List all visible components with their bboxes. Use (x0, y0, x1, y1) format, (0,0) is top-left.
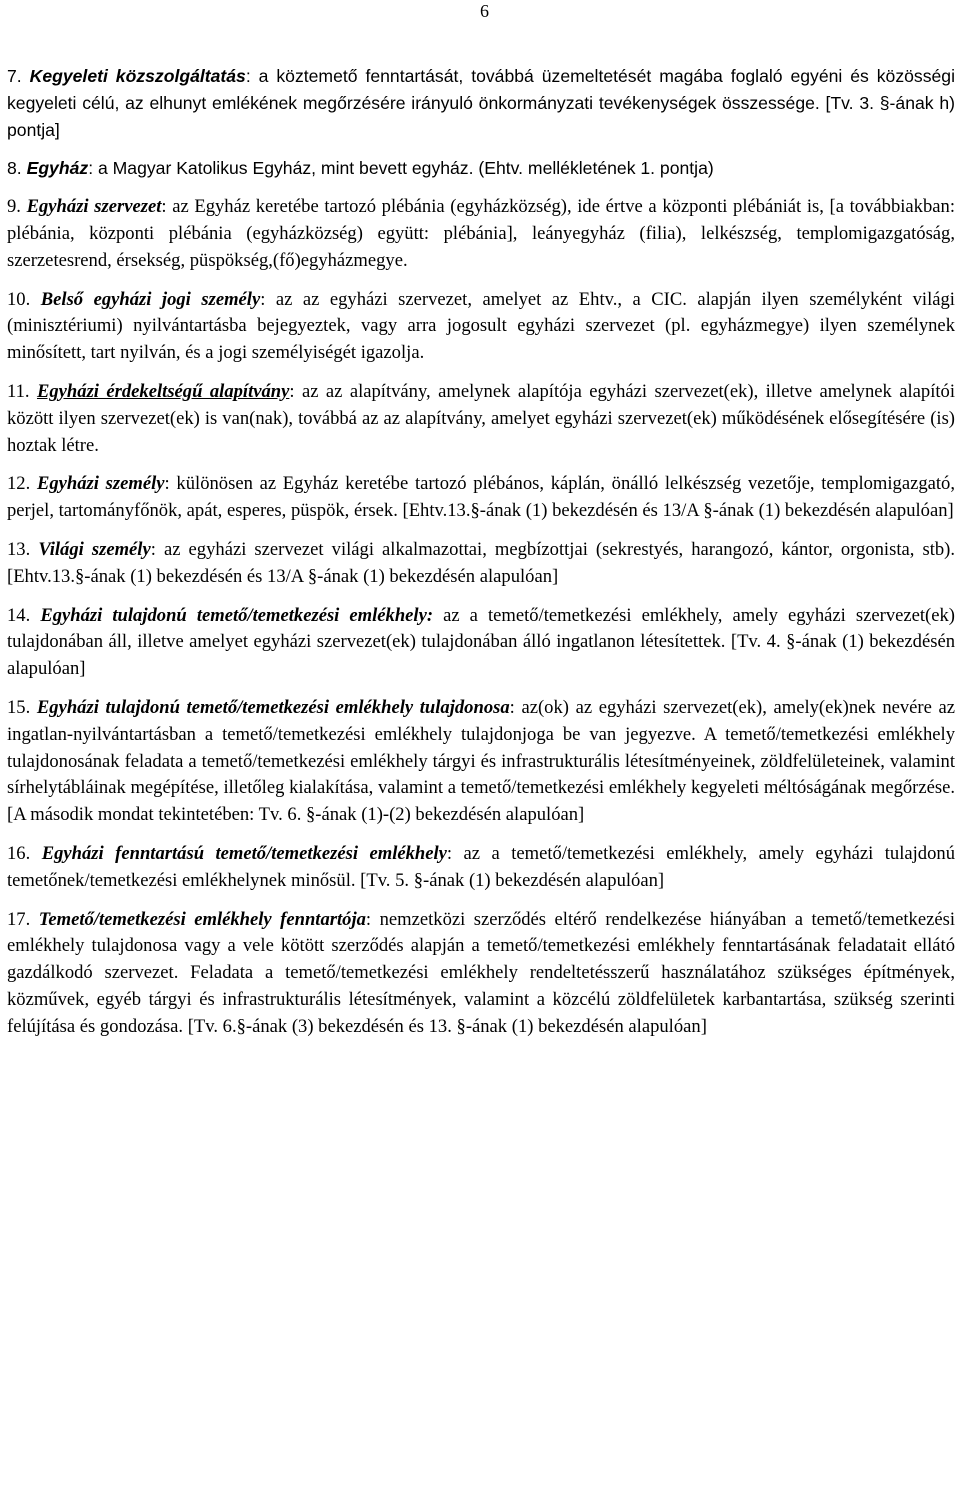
definition-12 (7, 471, 955, 525)
definition-text: az a temető/temetkezési emlékhely, amely egyházi szervezet(ek) tulajdonában áll, illetve amelyet egyházi szervezet(ek) tulajdonában álló ingatlanon létesítettek. [Tv. 4. §-ának (1) bekezdésén alapulóan] (7, 604, 955, 680)
definition-term: Egyházi tulajdonú temető/temetkezési emlékhely tulajdonosa (36, 696, 510, 718)
definition-text: az(ok) az egyházi szervezet(ek), amely(ek)nek nevére az ingatlan-nyilvántartásban a temető/temetkezési emlékhely tulajdonjoga be van jegyezve. A temető/temetkezési emlékhely tulajdonosának feladata a temető/temetkezési emlékhely tárgyi és infrastrukturális létesítményeinek, zöldfelületeinek, valamint sírhelytábláinak megépítése, illetőleg kialakítása, valamint a temető/temetkezési emlékhely kegyeleti méltóságának megőrzése. [A második mondat tekintetében: Tv. 6. §-ának (1)-(2) bekezdésén alapulóan] (7, 696, 956, 826)
definition-text: nemzetközi szerződés eltérő rendelkezése hiányában a temető/temetkezési emlékhely tulajdonosa vagy a vele kötött szerződés alapján a temető/temetkezési emlékhely fenntartásának feladatait ellátó gazdálkodó szervezet. Feladata a temető/temetkezési emlékhely rendeltetésszerű használatához szükséges építmények, közművek, egyéb tárgyi és infrastrukturális létesítmények, valamint a közcélú zöldfelületek karbantartása, szükség szerinti felújítása és gondozása. [Tv. 6.§-ának (3) bekezdésén és 13. §-ának (1) bekezdésén alapulóan] (7, 908, 956, 1037)
definition-term: Világi személy (38, 538, 151, 560)
definition-7 (7, 63, 955, 143)
definition-term: Egyházi érdekeltségű alapítvány (36, 380, 290, 402)
definition-number: 11. (7, 380, 30, 402)
definition-number: 9. (7, 196, 21, 218)
definition-term: Kegyeleti közszolgáltatás (29, 66, 246, 86)
definition-colon: : (289, 380, 295, 402)
definition-term: Belső egyházi jogi személy (40, 288, 261, 310)
definition-number: 14. (7, 604, 31, 626)
definition-9 (7, 194, 955, 274)
definition-text: az Egyház keretébe tartozó plébánia (egyházközség), ide értve a központi plébániát is, [a továbbiakban: plébánia, központi plébánia (egyházközség) együtt: plébánia], leányegyház (filia), lelkészség, templomigazgatóság, szerzetesrend, érsekség, püspökség,(fő)egyházmegye. (7, 196, 955, 271)
definition-11 (7, 379, 955, 459)
definition-term: Egyházi fenntartású temető/temetkezési emlékhely (41, 842, 447, 864)
definition-15 (7, 695, 955, 829)
definition-colon: : (446, 842, 453, 864)
definition-number: 13. (7, 538, 31, 560)
definition-number: 17. (7, 908, 31, 930)
definition-number: 12. (7, 473, 31, 495)
definition-number: 8. (7, 158, 22, 179)
definition-text: a Magyar Katolikus Egyház, mint bevett egyház. (Ehtv. mellékletének 1. pontja) (93, 158, 714, 179)
definition-text: az az egyházi szervezet, amelyet az Ehtv., a CIC. alapján ilyen személyként világi (minisztériumi) nyilvántartásba bejegyeztek, vagy arra jogosult egyházi szervezet (pl. egyházmegye) ilyen személynek minősített, tart nyilván, és a jogi személyiségét igazolja. (7, 288, 955, 364)
definition-10 (7, 287, 955, 367)
definition-number: 7. (7, 66, 22, 86)
definition-colon: : (260, 288, 266, 310)
definition-text: az a temető/temetkezési emlékhely, amely egyházi tulajdonú temetőnek/temetkezési emlékhelynek minősül. [Tv. 5. §-ának (1) bekezdésén alapulóan] (7, 842, 955, 891)
definition-term: Egyházi személy (36, 473, 165, 495)
definitions-list (7, 63, 955, 1053)
definition-term: Egyházi szervezet (26, 196, 162, 218)
definition-13 (7, 537, 955, 591)
definition-14 (7, 603, 955, 683)
definition-colon: : (161, 196, 167, 218)
definition-colon: : (365, 908, 372, 930)
definition-number: 15. (7, 696, 31, 718)
definition-number: 16. (7, 842, 31, 864)
definition-8 (7, 155, 955, 182)
definition-number: 10. (7, 288, 31, 310)
definition-colon: : (88, 158, 94, 179)
definition-colon: : (150, 538, 156, 560)
definition-17 (7, 907, 955, 1041)
definition-text: különösen az Egyház keretébe tartozó plébános, káplán, önálló lelkészség vezetője, templomigazgató, perjel, tartományfőnök, apát, esperes, püspök, érsek. [Ehtv.13.§-ának (1) bekezdésén és 13/A §-ának (1) bekezdésén alapulóan] (7, 473, 956, 522)
definition-text: a köztemető fenntartását, továbbá üzemeltetését magába foglaló egyéni és közösségi kegyeleti célú, az elhunyt emlékének megőrzésére irányuló önkormányzati tevékenységek összessége. [Tv. 3. §-ának h) pontja] (7, 66, 955, 140)
definition-text: az egyházi szervezet világi alkalmazottai, megbízottjai (sekrestyés, harangozó, kántor, orgonista, stb). [Ehtv.13.§-ának (1) bekezdésén és 13/A §-ának (1) bekezdésén alapulóan] (7, 538, 955, 587)
definition-colon: : (245, 66, 251, 86)
definition-colon: : (164, 473, 170, 495)
definition-text: az az alapítvány, amelynek alapítója egyházi szervezet(ek), illetve amelynek alapítói között ilyen szervezet(ek) is van(nak), továbbá az az alapítvány, amelyet egyházi szervezet(ek) működésének elősegítésére (is) hoztak létre. (7, 380, 955, 456)
definition-term: Temető/temetkezési emlékhely fenntartója (38, 908, 366, 930)
page-number: 6 (480, 1, 489, 21)
definition-term: Egyházi tulajdonú temető/temetkezési emlékhely: (40, 604, 434, 626)
definition-term: Egyház (26, 158, 89, 179)
definition-16 (7, 841, 955, 895)
definition-colon: : (509, 696, 515, 718)
